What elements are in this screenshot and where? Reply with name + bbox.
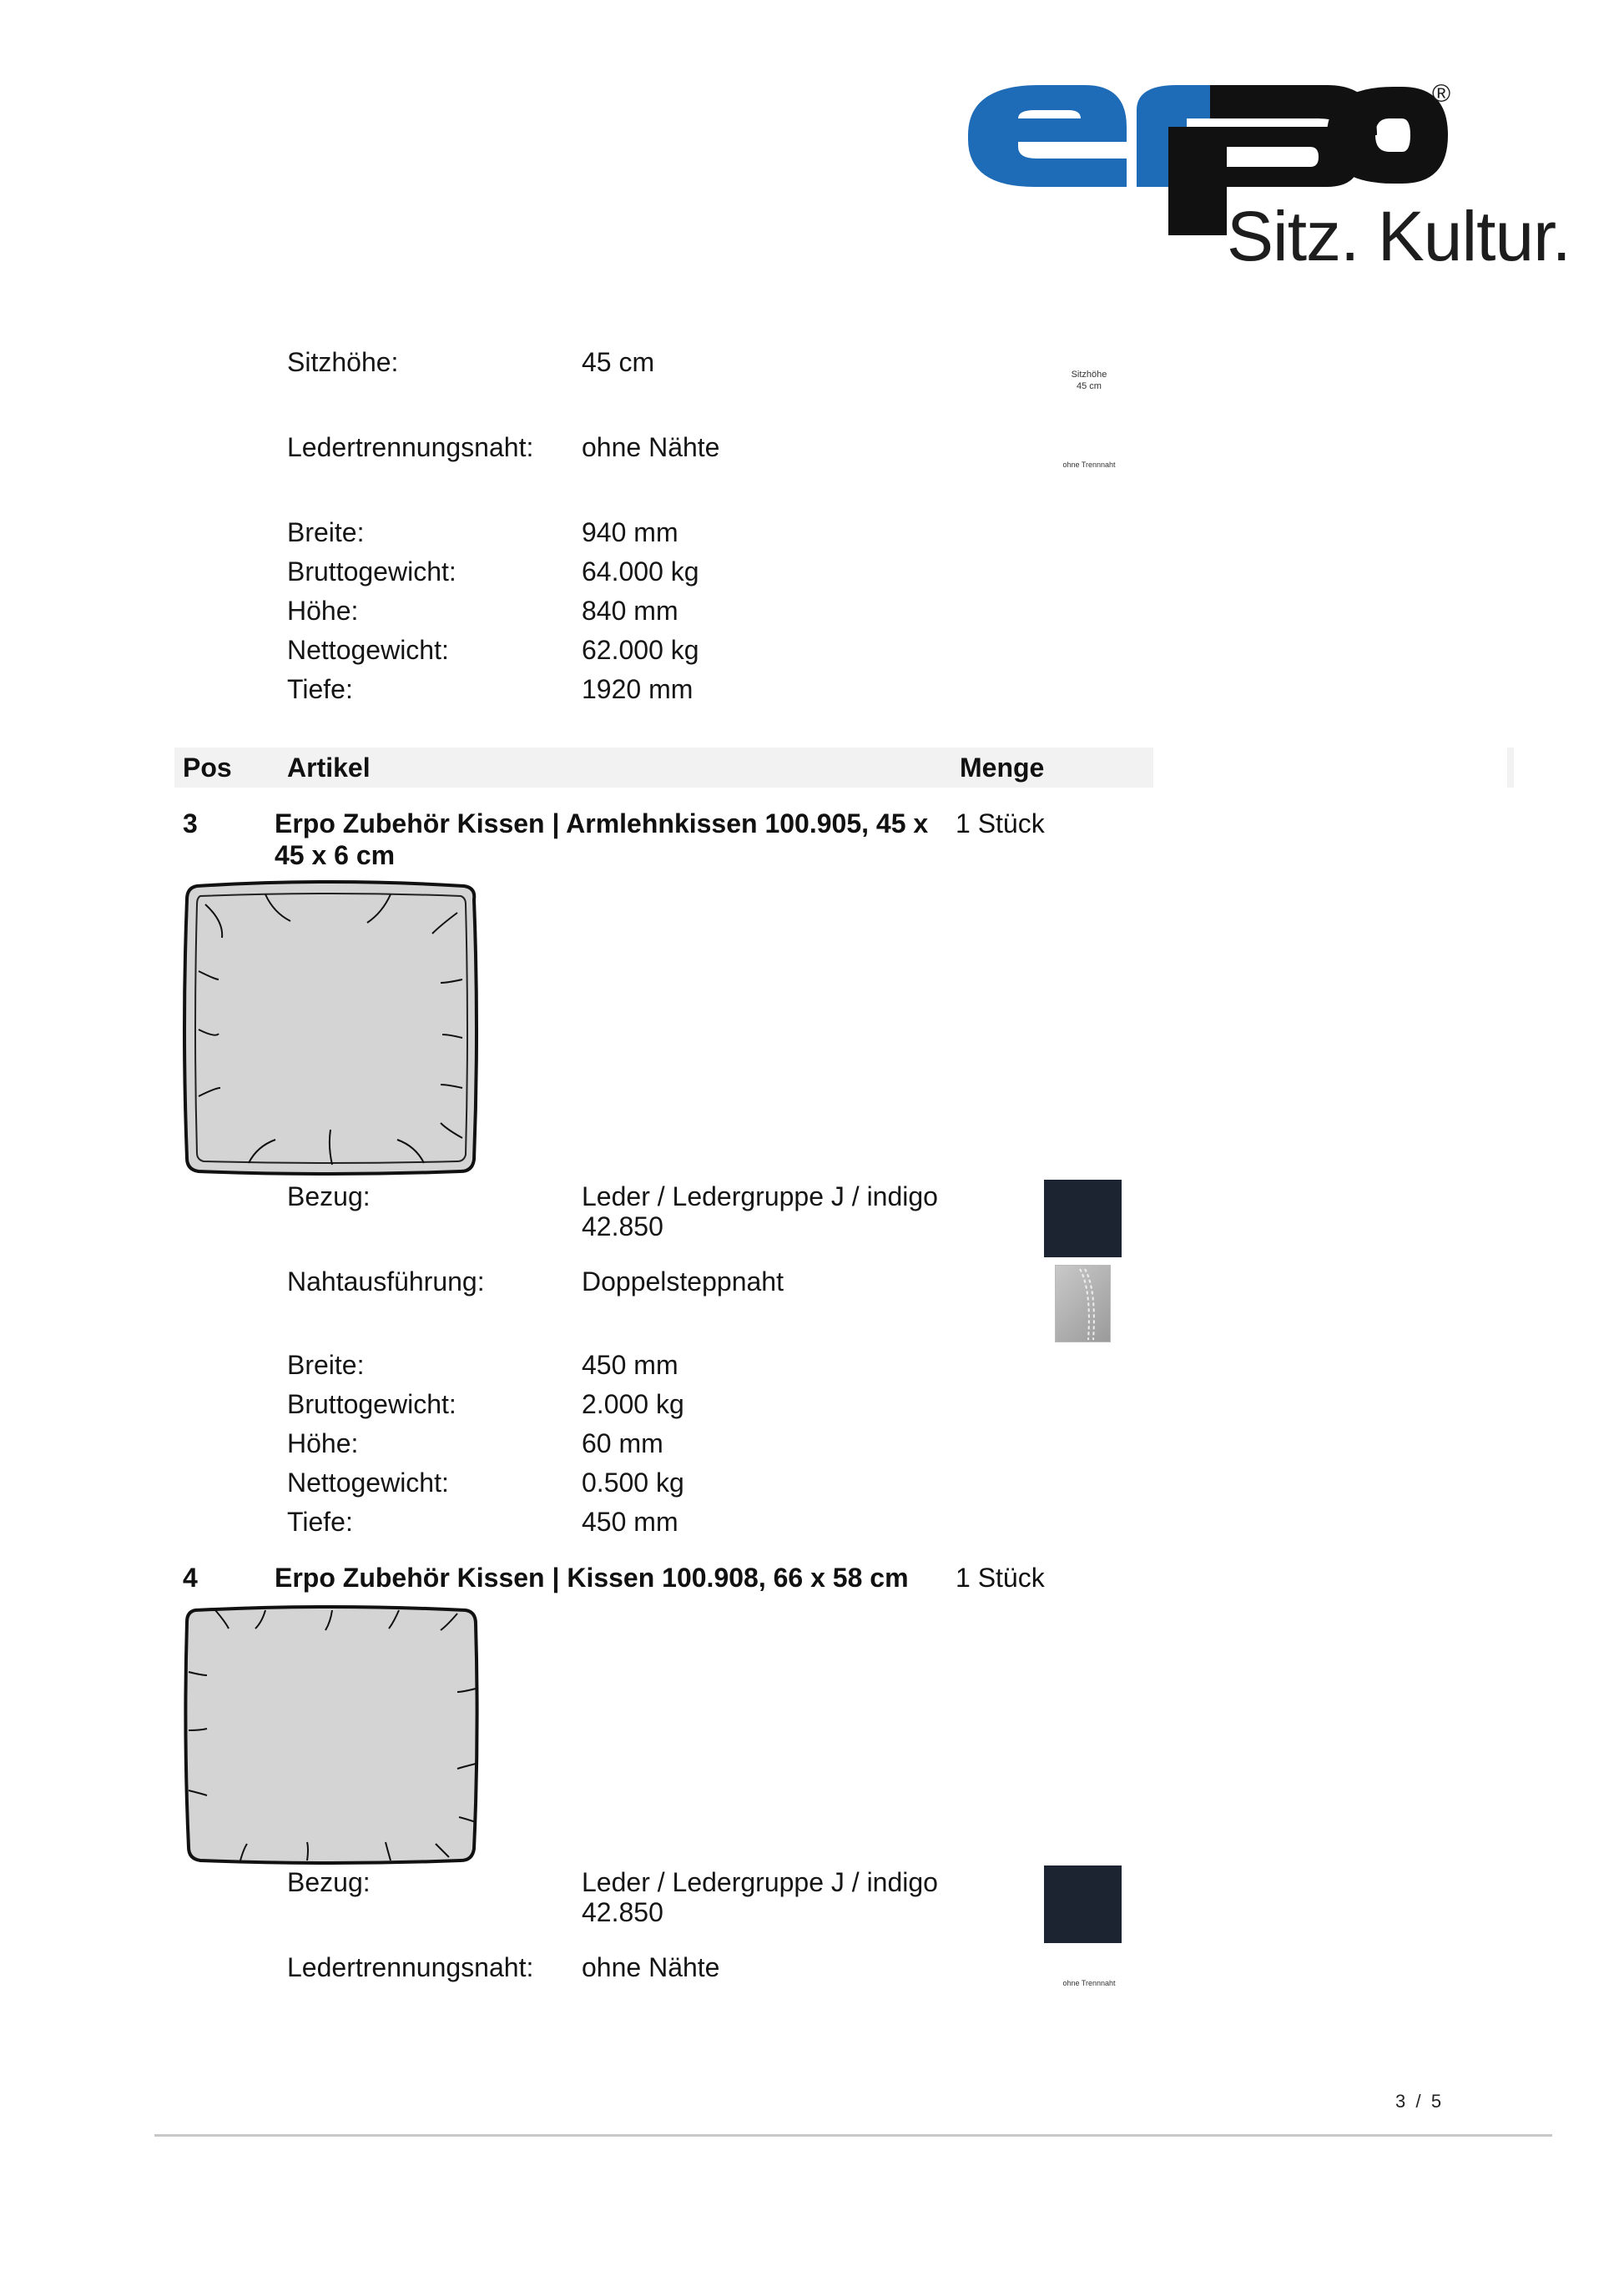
dim-value: 64.000 kg: [582, 556, 699, 587]
dim-label: Nettogewicht:: [287, 635, 449, 665]
bezug-label: Bezug:: [287, 1181, 371, 1211]
header-pos: Pos: [183, 753, 232, 783]
dim-label: Bruttogewicht:: [287, 1389, 456, 1419]
bezug-code: 42.850: [582, 1897, 663, 1927]
dim-value: 940 mm: [582, 517, 678, 547]
leather-swatch-indigo: [1044, 1866, 1122, 1943]
item-pos: 3: [183, 808, 198, 838]
bezug-label: Bezug:: [287, 1867, 371, 1897]
page-number: [1395, 2091, 1441, 2112]
sitzhoehe-thumbnail: [1043, 369, 1135, 392]
ledertrennungsnaht-value: ohne Nähte: [582, 1952, 720, 1982]
dim-value: 450 mm: [582, 1350, 678, 1380]
logo-tagline: Sitz. Kultur.: [1227, 197, 1571, 275]
dim-label: Tiefe:: [287, 1507, 353, 1537]
dim-label: Nettogewicht:: [287, 1468, 449, 1498]
dim-value: 60 mm: [582, 1428, 663, 1458]
dim-value: 2.000 kg: [582, 1389, 684, 1419]
dim-value: 0.500 kg: [582, 1468, 684, 1498]
header-side-mark: [1507, 748, 1514, 788]
bezug-value: Leder / Ledergruppe J / indigo: [582, 1867, 938, 1897]
dim-value: 62.000 kg: [582, 635, 699, 665]
ledertrennungsnaht-label: Ledertrennungsnaht:: [287, 1952, 534, 1982]
thumb-line2: 45 cm: [1077, 381, 1102, 391]
stitch-swatch: [1055, 1265, 1111, 1342]
bezug-code: 42.850: [582, 1211, 663, 1241]
page-separator: /: [1415, 2091, 1421, 2112]
kissen-image: [182, 1605, 479, 1867]
dim-label: Höhe:: [287, 596, 359, 626]
dim-label: Breite:: [287, 517, 365, 547]
dim-value: 1920 mm: [582, 674, 693, 704]
dim-label: Höhe:: [287, 1428, 359, 1458]
ledertrennungsnaht-value: ohne Nähte: [582, 432, 720, 462]
header-menge: Menge: [960, 753, 1045, 783]
thumb-line1: Sitzhöhe: [1071, 370, 1107, 380]
dim-label: Breite:: [287, 1350, 365, 1380]
item-qty: 1 Stück: [956, 1563, 1045, 1593]
naht-value: Doppelsteppnaht: [582, 1266, 784, 1297]
ledertrennungsnaht-label: Ledertrennungsnaht:: [287, 432, 534, 462]
dim-value: 840 mm: [582, 596, 678, 626]
trennnaht-thumbnail: ohne Trennnaht: [1062, 461, 1116, 469]
sitzhoehe-value: 45 cm: [582, 347, 655, 377]
item-pos: 4: [183, 1563, 198, 1593]
bezug-value: Leder / Ledergruppe J / indigo: [582, 1181, 938, 1211]
item-qty: 1 Stück: [956, 808, 1045, 838]
stitch-pattern-icon: [1055, 1265, 1111, 1342]
page-total: 5: [1430, 2091, 1442, 2112]
header-artikel: Artikel: [287, 753, 371, 783]
item-title: Erpo Zubehör Kissen | Kissen 100.908, 66 x 58 cm: [275, 1563, 909, 1593]
footer-divider: [154, 2134, 1552, 2137]
page-current: 3: [1395, 2091, 1406, 2112]
item-title-line2: 45 x 6 cm: [275, 840, 396, 870]
trennnaht-thumbnail: ohne Trennnaht: [1062, 1979, 1116, 1987]
registered-mark: ®: [1432, 80, 1451, 108]
naht-label: Nahtausführung:: [287, 1266, 485, 1297]
item-title: Erpo Zubehör Kissen | Armlehnkissen 100.905, 45 x: [275, 808, 929, 838]
armlehnkissen-image: [182, 879, 479, 1180]
sitzhoehe-label: Sitzhöhe:: [287, 347, 399, 377]
dim-label: Bruttogewicht:: [287, 556, 456, 587]
leather-swatch-indigo: [1044, 1180, 1122, 1257]
dim-value: 450 mm: [582, 1507, 678, 1537]
dim-label: Tiefe:: [287, 674, 353, 704]
